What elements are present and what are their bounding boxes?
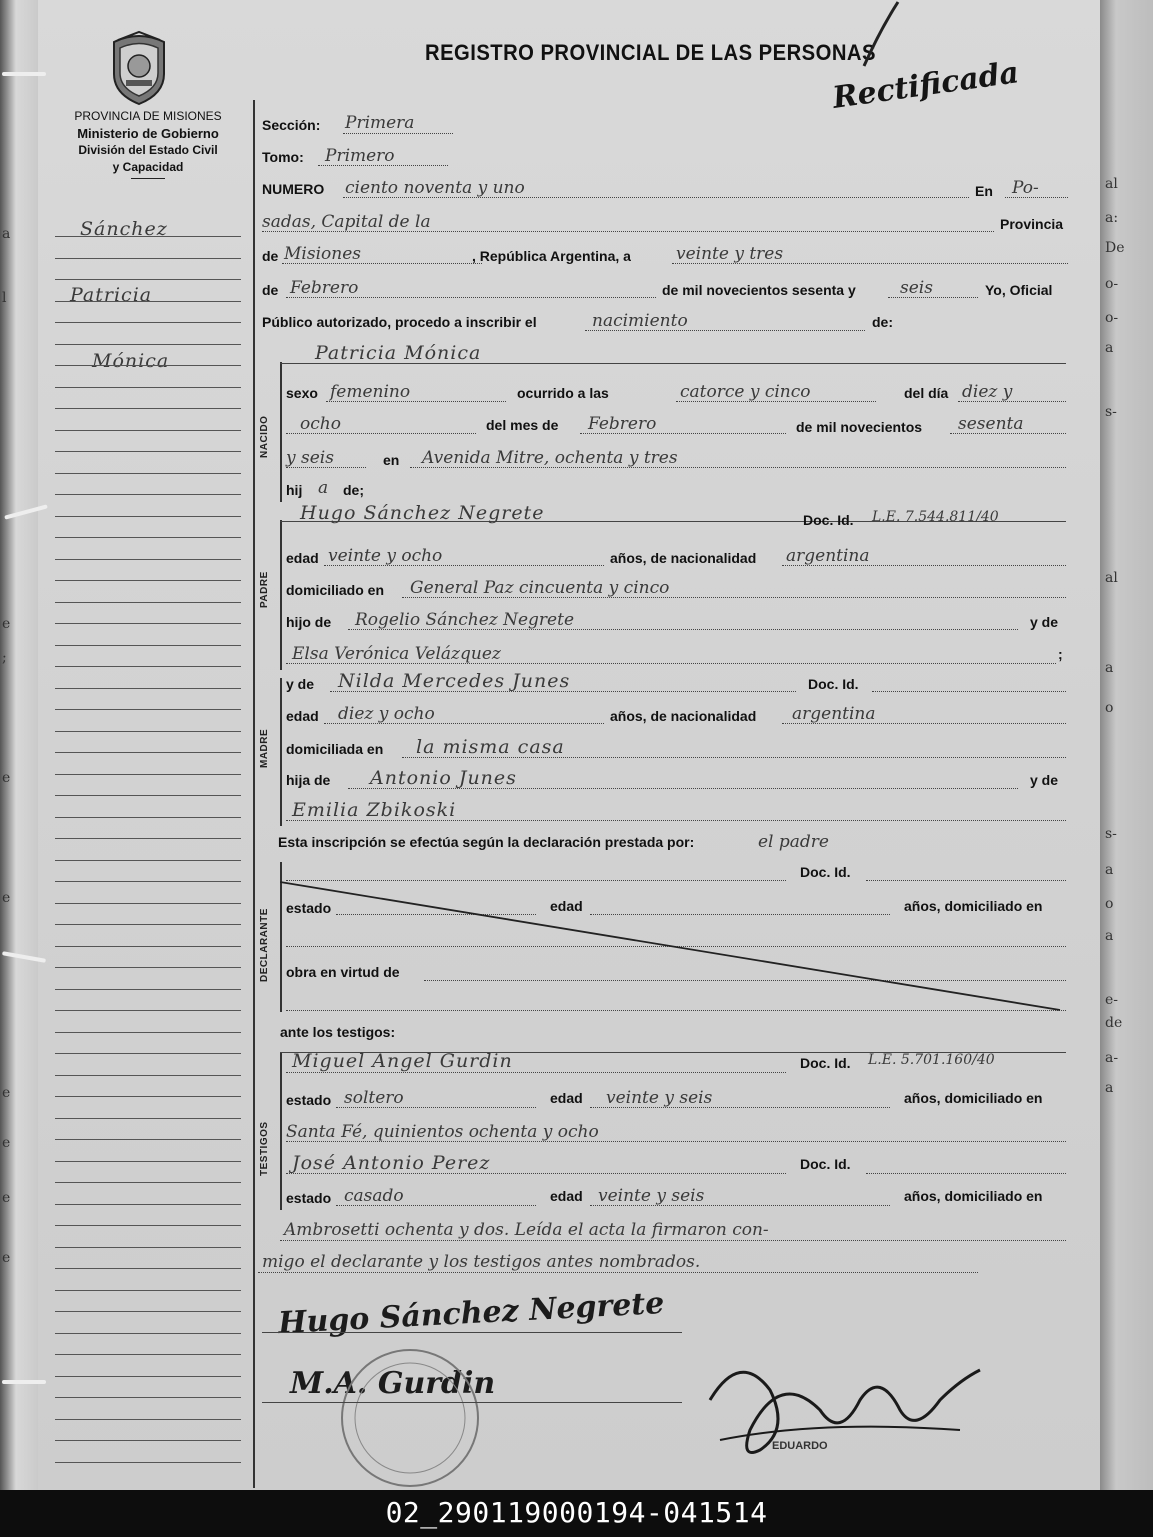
tomo-value: Primero	[325, 146, 395, 166]
testigo1-anios-label: años, domiciliado en	[904, 1090, 1043, 1106]
official-signature	[700, 1340, 1000, 1480]
closing-text-a: Ambrosetti ochenta y dos. Leída el acta la firmaron con-	[284, 1220, 769, 1240]
padre-hijo-label: hijo de	[286, 614, 332, 630]
margin-rule-line	[55, 795, 241, 796]
margin-rule-line	[55, 967, 241, 968]
madre-padre-de-value: Antonio Junes	[370, 767, 517, 789]
stamp-name: EDUARDO	[772, 1440, 828, 1452]
province-name-value: Misiones	[284, 244, 361, 264]
anio-value-a: sesenta	[958, 414, 1024, 434]
margin-rule-line	[55, 516, 241, 517]
padre-nacionalidad-value: argentina	[786, 546, 870, 566]
ante-testigos-label: ante los testigos:	[280, 1024, 396, 1040]
testigos-section-label: TESTIGOS	[259, 1121, 270, 1176]
margin-rule-line	[55, 1182, 241, 1183]
margin-rule-line	[55, 924, 241, 925]
hij-label-b: de;	[343, 482, 364, 498]
margin-rule-line	[55, 1311, 241, 1312]
signature-line	[262, 1402, 682, 1403]
anio-label: de mil novecientos	[796, 419, 923, 435]
margin-rule-line	[55, 731, 241, 732]
declaracion-text: Esta inscripción se efectúa según la declaración prestada por:	[278, 834, 695, 850]
madre-section-label: MADRE	[259, 728, 270, 768]
month-value: Febrero	[290, 278, 359, 298]
lugar-value: Avenida Mitre, ochenta y tres	[422, 448, 678, 468]
margin-rule-line	[55, 1096, 241, 1097]
previous-page-edge	[0, 0, 40, 1490]
margin-rule-line	[55, 279, 241, 280]
next-page-fragment: a	[1105, 1080, 1114, 1096]
declarante-edad-label: edad	[550, 898, 583, 914]
margin-rule-line	[55, 1462, 241, 1463]
day-value: veinte y tres	[676, 244, 784, 264]
next-page-fragment: o-	[1105, 310, 1119, 326]
madre-dom-label: domiciliada en	[286, 741, 384, 757]
numero-label: NUMERO	[262, 181, 325, 197]
padre-doc-label: Doc. Id.	[803, 512, 854, 528]
madre-nac-label: años, de nacionalidad	[610, 708, 757, 724]
tomo-label: Tomo:	[262, 149, 304, 165]
rectificada-annotation: Rectificada	[830, 55, 1022, 116]
gutter-letter: e	[2, 1190, 11, 1206]
declarante-anios-label: años, domiciliado en	[904, 898, 1043, 914]
testigo2-edad-label: edad	[550, 1188, 583, 1204]
margin-rule-line	[55, 1290, 241, 1291]
padre-doc-value: L.E. 7.544.811/40	[872, 509, 999, 525]
gutter-letter: e	[2, 1135, 11, 1151]
testigos-bracket	[280, 1052, 282, 1210]
margin-rule-line	[55, 1225, 241, 1226]
en-label: En	[975, 183, 993, 199]
de-label: de	[262, 248, 279, 264]
gutter-letter: ;	[2, 650, 7, 666]
margin-rule-line	[55, 1268, 241, 1269]
padre-bracket	[280, 520, 282, 670]
republica-label: , República Argentina, a	[472, 248, 631, 264]
next-page-fragment: De	[1105, 240, 1125, 256]
closing-text-b: migo el declarante y los testigos antes nombrados.	[262, 1252, 701, 1272]
testigo2-name-value: José Antonio Perez	[292, 1152, 491, 1174]
anio-value-b: y seis	[286, 448, 334, 468]
year-suffix-value: seis	[900, 278, 933, 298]
del-dia-label: del día	[904, 385, 949, 401]
seccion-label: Sección:	[262, 117, 321, 133]
binding-stitch	[2, 72, 46, 76]
signature-line	[262, 1332, 682, 1333]
declarante-cancel-line	[280, 870, 1070, 1020]
gutter-letter: e	[2, 770, 11, 786]
dia-value-a: diez y	[962, 382, 1013, 402]
sexo-value: femenino	[330, 382, 411, 402]
testigo2-estado-value: casado	[344, 1186, 404, 1206]
place-value-b: sadas, Capital de la	[262, 212, 431, 232]
margin-rule-line	[55, 451, 241, 452]
mil-label: de mil novecientos sesenta y	[662, 282, 856, 298]
testigo1-doc-label: Doc. Id.	[800, 1055, 851, 1071]
testigo1-edad-value: veinte y seis	[606, 1088, 713, 1108]
next-page-fragment: al	[1105, 570, 1118, 586]
margin-rule-line	[55, 838, 241, 839]
margin-rule-line	[55, 989, 241, 990]
margin-rule-line	[55, 623, 241, 624]
division-label-line2: y Capacidad	[112, 160, 184, 174]
testigo1-domicilio-value: Santa Fé, quinientos ochenta y ocho	[286, 1122, 599, 1142]
testigo2-anios-label: años, domiciliado en	[904, 1188, 1043, 1204]
next-page-fragment: o	[1105, 896, 1114, 912]
padre-semicolon: ;	[1058, 646, 1063, 662]
padre-yde-label: y de	[1030, 614, 1059, 630]
margin-rule-line	[55, 1118, 241, 1119]
binding-stitch	[2, 1380, 46, 1384]
document-id: 02_290119000194-041514	[385, 1496, 768, 1529]
nacido-name-value: Patricia Mónica	[315, 342, 482, 364]
testigo1-estado-value: soltero	[344, 1088, 404, 1108]
margin-rule-line	[55, 301, 241, 302]
declarante-section-label: DECLARANTE	[259, 908, 270, 982]
margin-given-name-1: Patricia	[70, 284, 153, 306]
margin-rule-line	[55, 1053, 241, 1054]
document-title: REGISTRO PROVINCIAL DE LAS PERSONAS	[425, 40, 876, 65]
margin-rule-line	[55, 344, 241, 345]
testigo1-name-value: Miguel Angel Gurdin	[292, 1050, 513, 1072]
ministry-label: Ministerio de Gobierno	[77, 126, 219, 141]
margin-rule-line	[55, 1075, 241, 1076]
declarante-doc-label: Doc. Id.	[800, 864, 851, 880]
seccion-value: Primera	[345, 113, 415, 133]
padre-dom-label: domiciliado en	[286, 582, 385, 598]
padre-edad-value: veinte y ocho	[328, 546, 443, 566]
hij-value: a	[318, 478, 329, 498]
nacido-bracket	[280, 362, 282, 502]
margin-rule-line	[55, 602, 241, 603]
annotation-stroke	[860, 0, 900, 70]
testigo2-doc-label: Doc. Id.	[800, 1156, 851, 1172]
gutter-letter: e	[2, 890, 11, 906]
margin-rule-line	[55, 236, 241, 237]
next-page-fragment: a-	[1105, 1050, 1119, 1066]
sexo-label: sexo	[286, 385, 318, 401]
official-stamp	[300, 1340, 520, 1490]
margin-rule-line	[55, 774, 241, 775]
next-page-fragment: a	[1105, 862, 1114, 878]
margin-rule-line	[55, 1397, 241, 1398]
margin-surname: Sánchez	[80, 218, 168, 240]
hora-value: catorce y cinco	[680, 382, 811, 402]
gutter-letter: e	[2, 1250, 11, 1266]
testigo2-estado-label: estado	[286, 1190, 332, 1206]
numero-value: ciento noventa y uno	[345, 178, 525, 198]
mes-value: Febrero	[588, 414, 657, 434]
madre-name-value: Nilda Mercedes Junes	[338, 670, 571, 692]
margin-rule-line	[55, 645, 241, 646]
issuing-authority	[48, 108, 248, 179]
margin-rule-line	[55, 430, 241, 431]
lugar-en-label: en	[383, 452, 400, 468]
margin-rule-line	[55, 946, 241, 947]
margin-rule-line	[55, 881, 241, 882]
margin-rule-line	[55, 688, 241, 689]
declarante-estado-label: estado	[286, 900, 332, 916]
declarante-obra-label: obra en virtud de	[286, 964, 400, 980]
next-page-fragment: s-	[1105, 826, 1117, 842]
nacido-section-label: NACIDO	[259, 415, 270, 458]
margin-rule-line	[55, 903, 241, 904]
margin-rule-line	[55, 408, 241, 409]
next-page-fragment: de	[1105, 1015, 1123, 1031]
madre-yde2-label: y de	[1030, 772, 1059, 788]
margin-given-name-2: Mónica	[92, 350, 170, 372]
division-label-line1: División del Estado Civil	[78, 143, 218, 157]
scan-footer	[0, 1490, 1153, 1537]
margin-rule-line	[55, 473, 241, 474]
publico-label: Público autorizado, procedo a inscribir el	[262, 314, 537, 330]
next-page-fragment: o	[1105, 700, 1114, 716]
madre-hija-label: hija de	[286, 772, 331, 788]
signature-declarante: Hugo Sánchez Negrete	[277, 1285, 666, 1342]
margin-rule-line	[55, 387, 241, 388]
madre-bracket	[280, 678, 282, 826]
margin-rule-line	[55, 322, 241, 323]
place-value-a: Po-	[1012, 178, 1039, 198]
margin-rule-line	[55, 580, 241, 581]
margin-rule-line	[55, 1376, 241, 1377]
declaracion-value: el padre	[758, 832, 829, 852]
next-page-fragment: a:	[1105, 210, 1119, 226]
margin-rule-line	[55, 1333, 241, 1334]
form-left-border	[253, 100, 255, 1488]
margin-rule-line	[55, 1010, 241, 1011]
padre-section-label: PADRE	[259, 571, 270, 608]
padre-nac-label: años, de nacionalidad	[610, 550, 757, 566]
testigo2-edad-value: veinte y seis	[598, 1186, 705, 1206]
madre-nacionalidad-value: argentina	[792, 704, 876, 724]
margin-rule-line	[55, 817, 241, 818]
testigo1-doc-value: L.E. 5.701.160/40	[868, 1052, 995, 1068]
margin-rule-line	[55, 365, 241, 366]
margin-rule-line	[55, 666, 241, 667]
margin-rule-line	[55, 752, 241, 753]
madre-domicilio-value: la misma casa	[416, 736, 565, 758]
gutter-letter: e	[2, 1085, 11, 1101]
margin-rule-line	[55, 1440, 241, 1441]
margin-rule-line	[55, 709, 241, 710]
next-page-fragment: e-	[1105, 992, 1119, 1008]
testigo1-edad-label: edad	[550, 1090, 583, 1106]
madre-yde-label: y de	[286, 676, 315, 692]
de3-label: de:	[872, 314, 893, 330]
madre-edad-label: edad	[286, 708, 319, 724]
gutter-letter: l	[2, 290, 7, 306]
margin-rule-line	[55, 1139, 241, 1140]
madre-edad-value: diez y ocho	[338, 704, 435, 724]
testigo1-estado-label: estado	[286, 1092, 332, 1108]
margin-rule-line	[55, 559, 241, 560]
margin-rule-line	[55, 258, 241, 259]
next-page-fragment: s-	[1105, 404, 1117, 420]
mes-label: del mes de	[486, 417, 559, 433]
padre-madre-de-value: Elsa Verónica Velázquez	[292, 644, 501, 664]
provincia-label: Provincia	[1000, 216, 1064, 232]
next-page-fragment: a	[1105, 660, 1114, 676]
madre-doc-label: Doc. Id.	[808, 676, 859, 692]
margin-rule-line	[55, 1161, 241, 1162]
margin-rule-line	[55, 860, 241, 861]
padre-name-value: Hugo Sánchez Negrete	[300, 502, 545, 524]
margin-rule-line	[55, 1354, 241, 1355]
gutter-letter: e	[2, 616, 11, 632]
margin-rule-line	[55, 1032, 241, 1033]
padre-padre-de-value: Rogelio Sánchez Negrete	[355, 610, 575, 630]
next-page-fragment: a	[1105, 928, 1114, 944]
next-page-fragment: a	[1105, 340, 1114, 356]
madre-madre-de-value: Emilia Zbikoski	[292, 799, 457, 821]
de2-label: de	[262, 282, 279, 298]
province-label: PROVINCIA DE MISIONES	[74, 109, 222, 123]
ocurrido-label: ocurrido a las	[517, 385, 609, 401]
gutter-letter: a	[2, 226, 11, 242]
hij-label-a: hij	[286, 482, 303, 498]
padre-domicilio-value: General Paz cincuenta y cinco	[410, 578, 670, 598]
signature-testigo: M.A. Gurdin	[290, 1366, 496, 1401]
padre-edad-label: edad	[286, 550, 319, 566]
margin-rule-line	[55, 1204, 241, 1205]
provincial-seal-logo	[108, 28, 170, 106]
next-page-fragment: o-	[1105, 276, 1119, 292]
dia-value-b: ocho	[300, 414, 341, 434]
next-page-fragment: al	[1105, 176, 1118, 192]
margin-rule-line	[55, 494, 241, 495]
margin-rule-line	[55, 537, 241, 538]
act-type-value: nacimiento	[592, 311, 688, 331]
margin-rule-line	[55, 1419, 241, 1420]
margin-rule-line	[55, 1247, 241, 1248]
yo-oficial-label: Yo, Oficial	[985, 282, 1053, 298]
